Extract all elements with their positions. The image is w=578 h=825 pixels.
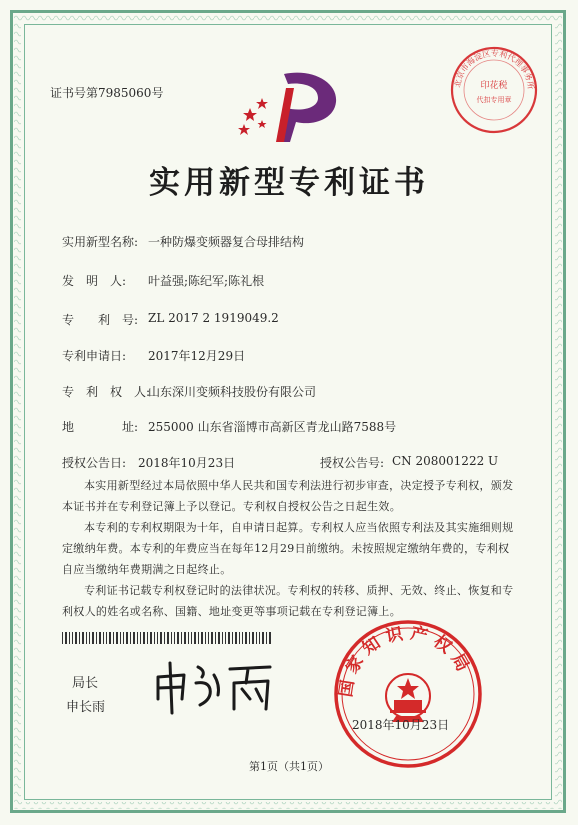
field-address-value: 255000 山东省淄博市高新区青龙山路7588号 [148, 420, 397, 434]
paragraph-line-5: 自应当缴纳年费期满之日起终止。 [62, 563, 232, 576]
field-filing-date-value: 2017年12月29日 [148, 349, 246, 363]
field-patent-no-label: 专 利 号: [62, 313, 139, 327]
barcode [62, 632, 272, 644]
field-patentee-value: 山东深川变频科技股份有限公司 [148, 385, 317, 399]
field-address-label: 地 址: [62, 420, 139, 434]
official-seal [332, 618, 484, 770]
field-grant-no-value: CN 208001222 U [392, 454, 499, 468]
field-grant-date-label: 授权公告日: [62, 456, 127, 470]
patent-office-logo [232, 68, 344, 144]
certificate-title: 实用新型专利证书 [149, 165, 429, 201]
seal-text: 国家知识产权局 [336, 623, 476, 699]
paragraph-line-6: 专利证书记载专利权登记时的法律状况。专利权的转移、质押、无效、终止、恢复和专 [84, 584, 514, 597]
field-filing-date-label: 专利申请日: [62, 349, 127, 363]
field-name-label: 实用新型名称: [62, 235, 139, 249]
tax-stamp-line-1: 印花税 [480, 81, 508, 91]
tax-stamp-line-2: 代扣专用章 [476, 96, 512, 104]
tax-stamp-ring-text: 北京市海淀区专利代理事务所 [452, 48, 536, 90]
field-inventor-value: 叶益强;陈纪军;陈礼根 [148, 274, 265, 288]
field-patent-no-value: ZL 2017 2 1919049.2 [148, 311, 279, 325]
director-signature [150, 655, 280, 715]
field-grant-no-label: 授权公告号: [320, 456, 385, 470]
field-patentee-label: 专 利 权 人: [62, 385, 151, 399]
field-grant-date-value: 2018年10月23日 [138, 456, 236, 470]
director-title: 局长 [72, 676, 99, 691]
paragraph-line-2: 本证书并在专利登记簿上予以登记。专利权自授权公告之日起生效。 [62, 500, 401, 513]
paragraph-line-1: 本实用新型经过本局依照中华人民共和国专利法进行初步审查，决定授予专利权，颁发 [84, 479, 514, 492]
paragraph-line-3: 本专利的专利权期限为十年，自申请日起算。专利权人应当依照专利法及其实施细则规 [84, 521, 514, 534]
tax-stamp [448, 44, 540, 136]
seal-date: 2018年10月23日 [352, 718, 450, 732]
paragraph-line-7: 利权人的姓名或名称、国籍、地址变更等事项记载在专利登记簿上。 [62, 605, 401, 618]
field-inventor-label: 发 明 人: [62, 274, 127, 288]
field-name-value: 一种防爆变频器复合母排结构 [148, 235, 305, 249]
director-name: 申长雨 [66, 700, 106, 715]
certificate-number: 证书号第7985060号 [50, 86, 164, 100]
paragraph-line-4: 定缴纳年费。本专利的年费应当在每年12月29日前缴纳。未按照规定缴纳年费的，专利权 [62, 542, 510, 555]
page-footer: 第1页（共1页） [249, 760, 329, 773]
